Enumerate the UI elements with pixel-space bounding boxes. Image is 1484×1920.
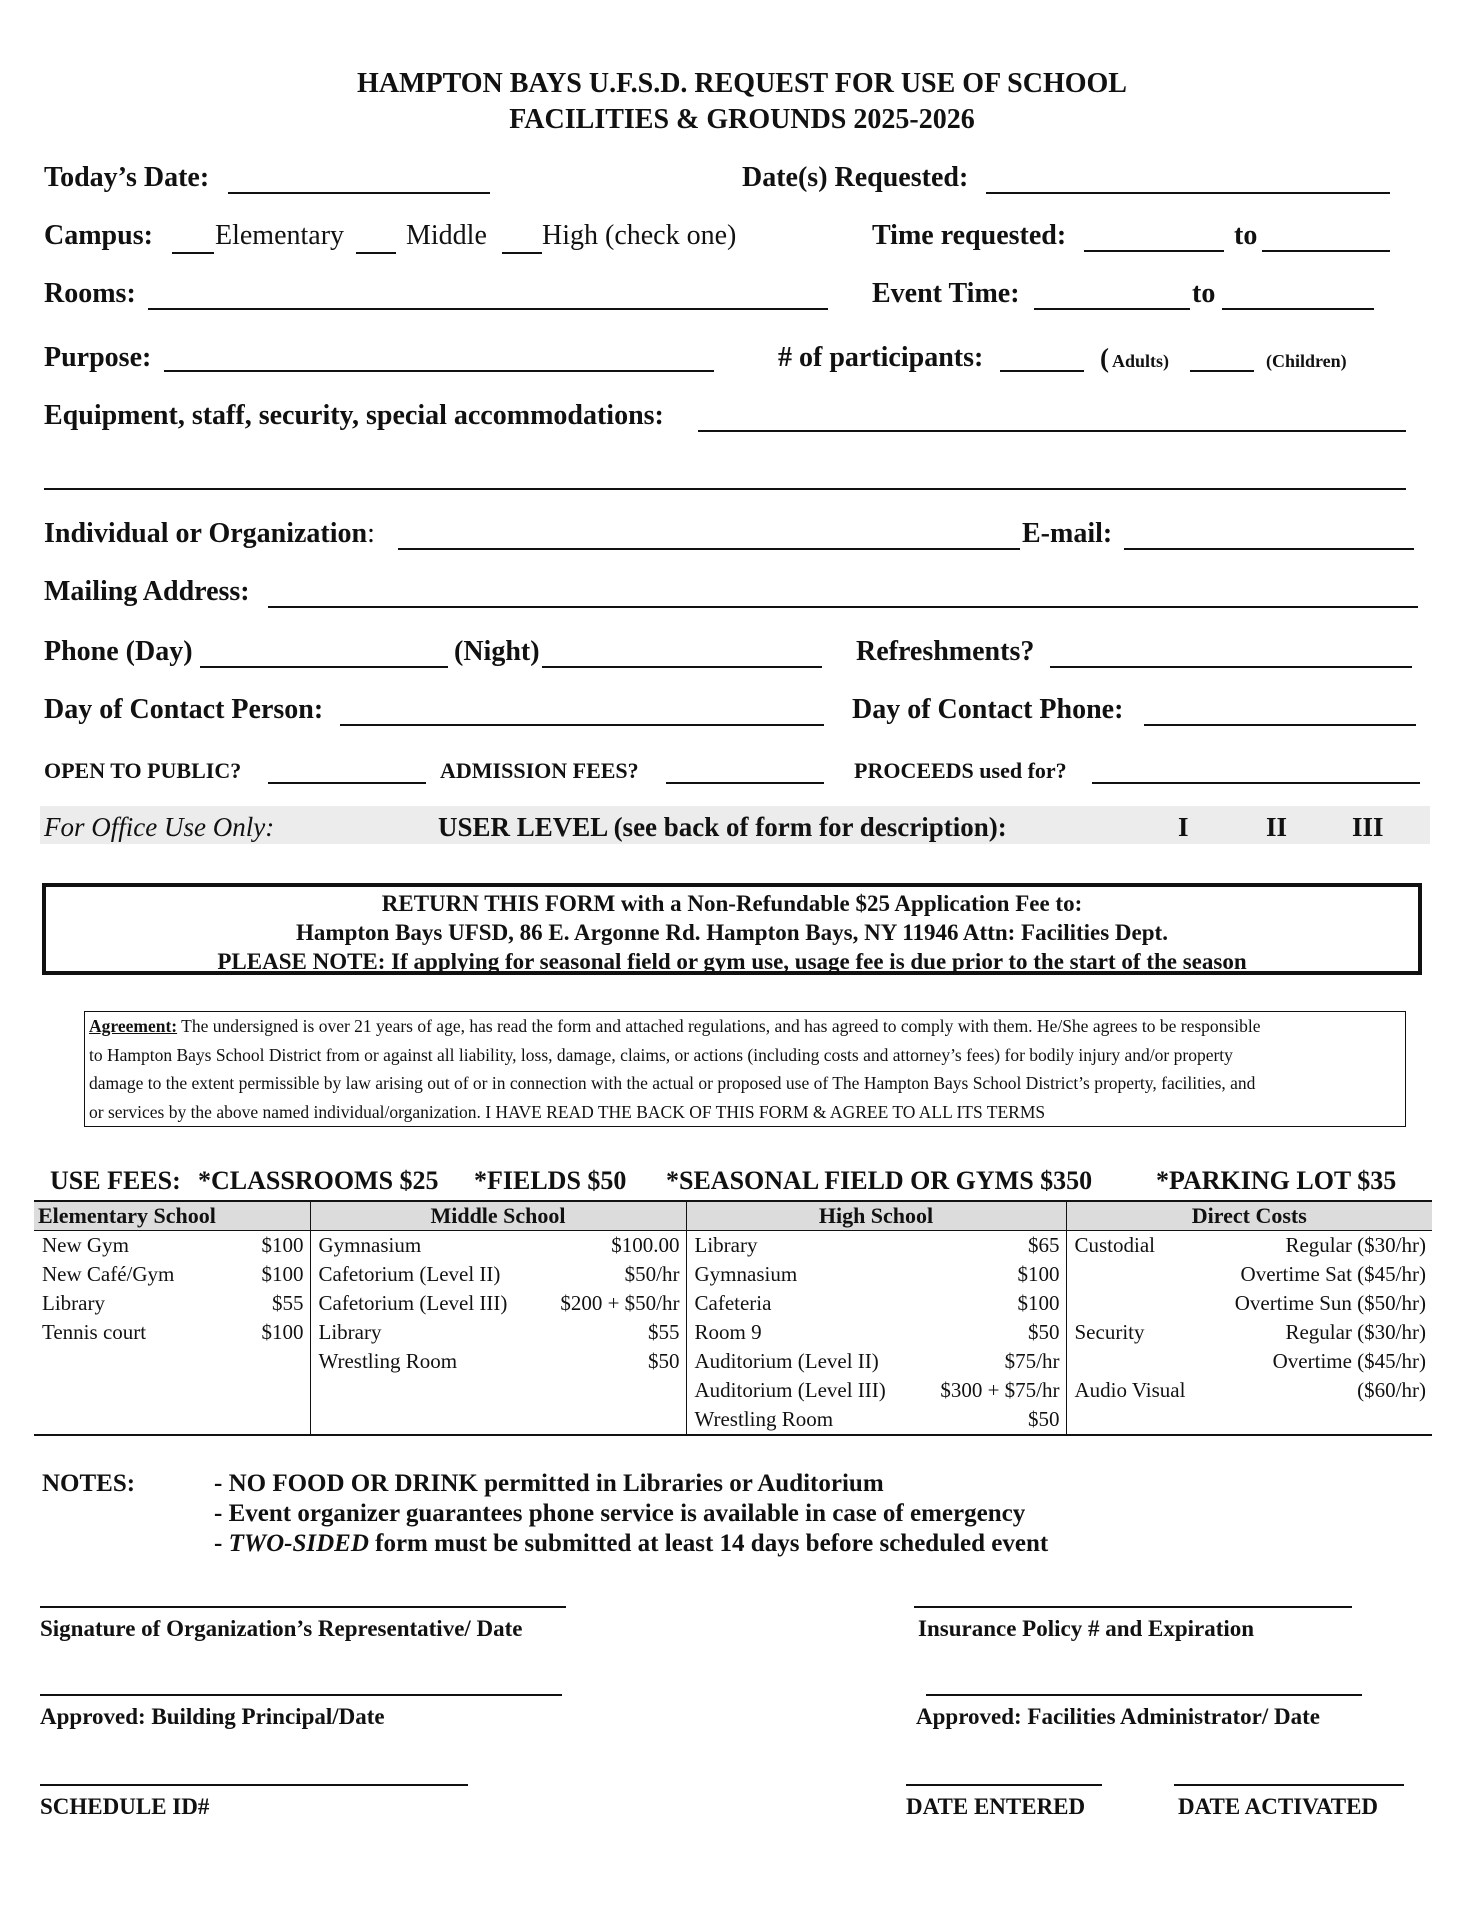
table-row: [311, 1289, 686, 1318]
table-row: [34, 1318, 310, 1347]
open-public-field[interactable]: [268, 782, 426, 784]
col-middle: Middle School: [310, 1201, 686, 1231]
time-requested-label: Time requested:: [872, 220, 1067, 251]
table-row: [1067, 1231, 1433, 1260]
form-title-line1: HAMPTON BAYS U.F.S.D. REQUEST FOR USE OF SCHOOL: [357, 68, 1127, 99]
children-label: (Children): [1266, 351, 1347, 371]
campus-elementary-check[interactable]: [172, 252, 214, 254]
item-price: $65: [1028, 1233, 1060, 1257]
event-time-from-field[interactable]: [1034, 308, 1190, 310]
item-price: $100: [261, 1320, 304, 1344]
item-price: $100: [261, 1233, 304, 1257]
fee-seasonal: *SEASONAL FIELD OR GYMS $350: [666, 1166, 1093, 1195]
form-title-line2: FACILITIES & GROUNDS 2025-2026: [509, 104, 975, 135]
individual-label: Individual or Organization: [44, 518, 368, 549]
equipment-field-line2[interactable]: [44, 488, 1406, 490]
table-row: [311, 1347, 686, 1376]
return-line1: RETURN THIS FORM with a Non-Refundable $25 Application Fee to:: [381, 891, 1083, 916]
event-time-label: Event Time:: [872, 278, 1020, 309]
email-field[interactable]: [1124, 548, 1414, 550]
user-level-i[interactable]: I: [1178, 812, 1189, 842]
individual-label-wrap: [44, 518, 375, 550]
return-form-box: [42, 883, 1422, 975]
adults-label: Adults): [1112, 351, 1170, 371]
open-public-label: OPEN TO PUBLIC?: [44, 758, 242, 783]
note-3-prefix: -: [214, 1530, 229, 1557]
dates-requested-field[interactable]: [986, 192, 1390, 194]
email-label: E-mail:: [1022, 518, 1113, 549]
table-row: [687, 1318, 1066, 1347]
item-price: $55: [272, 1291, 304, 1315]
table-row: [687, 1260, 1066, 1289]
agreement-heading: Agreement:: [89, 1016, 178, 1036]
note-3: [214, 1530, 1048, 1558]
item-price: Overtime ($45/hr): [1272, 1349, 1426, 1373]
todays-date-label: Today’s Date:: [44, 162, 210, 193]
fee-parking: *PARKING LOT $35: [1156, 1166, 1397, 1195]
campus-middle-label: Middle: [406, 220, 487, 251]
proceeds-field[interactable]: [1092, 782, 1420, 784]
item-name: Wrestling Room: [694, 1407, 834, 1431]
facilities-admin-approval-label: Approved: Facilities Administrator/ Date: [916, 1704, 1320, 1729]
note-1: - NO FOOD OR DRINK permitted in Libraries or Auditorium: [214, 1470, 884, 1497]
table-row: [687, 1376, 1066, 1405]
item-name: Cafetorium (Level III): [318, 1291, 508, 1315]
item-name: Auditorium (Level III): [694, 1378, 886, 1402]
item-name: Gymnasium: [694, 1262, 798, 1286]
contact-phone-field[interactable]: [1144, 724, 1416, 726]
individual-field[interactable]: [398, 548, 1020, 550]
table-row: [311, 1231, 686, 1260]
table-row: [311, 1318, 686, 1347]
date-entered-label: DATE ENTERED: [906, 1794, 1086, 1819]
participants-label: # of participants:: [778, 342, 984, 373]
refreshments-field[interactable]: [1050, 666, 1412, 668]
org-rep-signature-line[interactable]: [40, 1606, 566, 1608]
table-row: [34, 1260, 310, 1289]
schedule-id-label: SCHEDULE ID#: [40, 1794, 210, 1819]
fee-table: [34, 1200, 1432, 1436]
item-name: Auditorium (Level II): [694, 1349, 879, 1373]
user-level-ii[interactable]: II: [1266, 812, 1288, 842]
dates-requested-label: Date(s) Requested:: [742, 162, 969, 193]
contact-phone-label: Day of Contact Phone:: [852, 694, 1124, 725]
mailing-address-label: Mailing Address:: [44, 576, 250, 607]
individual-colon: :: [367, 518, 375, 549]
item-name: Tennis court: [42, 1320, 147, 1344]
item-name: Custodial: [1074, 1233, 1156, 1257]
equipment-label: Equipment, staff, security, special accommodations:: [44, 400, 664, 431]
event-time-to-label: to: [1192, 278, 1216, 309]
elementary-column: [34, 1231, 310, 1436]
high-column: [686, 1231, 1066, 1436]
table-row: [687, 1289, 1066, 1318]
item-name: Security: [1074, 1320, 1145, 1344]
principal-approval-label: Approved: Building Principal/Date: [40, 1704, 385, 1729]
insurance-line[interactable]: [914, 1606, 1352, 1608]
adults-paren: (: [1100, 343, 1109, 373]
date-activated-line[interactable]: [1174, 1784, 1404, 1786]
agreement-line2: to Hampton Bays School District from or against all liability, loss, damage, claims, or actions (including costs and attorney’s fees) for bodily injury and/or property: [89, 1044, 1233, 1065]
item-price: ($60/hr): [1357, 1378, 1426, 1402]
direct-costs-column: [1066, 1231, 1432, 1436]
adults-count-field[interactable]: [1000, 370, 1084, 372]
table-row: [1067, 1376, 1433, 1405]
facilities-admin-signature-line[interactable]: [926, 1694, 1362, 1696]
item-name: Library: [318, 1320, 382, 1344]
table-row: [687, 1405, 1066, 1434]
contact-person-label: Day of Contact Person:: [44, 694, 324, 725]
item-name: Library: [42, 1291, 105, 1315]
item-price: Regular ($30/hr): [1285, 1320, 1426, 1344]
time-requested-to-field[interactable]: [1262, 250, 1390, 252]
item-price: $75/hr: [1004, 1349, 1060, 1373]
item-price: $100: [261, 1262, 304, 1286]
agreement-line3: damage to the extent permissible by law arising out of or in connection with the actual or proposed use of The Hampton Bays School District’s property, facilities, and: [89, 1073, 1256, 1093]
item-price: Regular ($30/hr): [1285, 1233, 1426, 1257]
table-row: [34, 1289, 310, 1318]
office-use-label: For Office Use Only:: [44, 812, 275, 842]
date-entered-line[interactable]: [906, 1784, 1102, 1786]
item-price: $300 + $75/hr: [940, 1378, 1060, 1402]
user-level-iii[interactable]: III: [1352, 812, 1384, 842]
notes-label: NOTES:: [42, 1470, 136, 1497]
agreement-line1: The undersigned is over 21 years of age, has read the form and attached regulations, and has agreed to comply with them. He/She agrees to be responsible: [177, 1016, 1261, 1036]
item-price: Overtime Sun ($50/hr): [1234, 1291, 1426, 1315]
rooms-field[interactable]: [148, 308, 828, 310]
table-row: [34, 1231, 310, 1260]
purpose-field[interactable]: [164, 370, 714, 372]
phone-night-field[interactable]: [542, 666, 822, 668]
note-3-emphasis: TWO-SIDED: [228, 1530, 369, 1557]
fee-classrooms: *CLASSROOMS $25: [198, 1166, 439, 1195]
agreement-line4: or services by the above named individual/organization. I HAVE READ THE BACK OF THIS FORM & AGREE TO ALL ITS TERMS: [89, 1101, 1046, 1122]
campus-elementary-label: Elementary: [215, 220, 345, 251]
campus-high-label: High (check one): [542, 220, 737, 251]
time-requested-from-field[interactable]: [1084, 250, 1224, 252]
purpose-label: Purpose:: [44, 342, 152, 373]
item-name: Wrestling Room: [318, 1349, 458, 1373]
table-row: [311, 1260, 686, 1289]
time-requested-to-label: to: [1234, 220, 1258, 251]
insurance-label: Insurance Policy # and Expiration: [918, 1616, 1255, 1641]
phone-day-label: Phone (Day): [44, 636, 193, 667]
table-row: [687, 1347, 1066, 1376]
campus-high-check[interactable]: [502, 252, 542, 254]
proceeds-label: PROCEEDS used for?: [854, 758, 1067, 783]
item-price: $50/hr: [624, 1262, 680, 1286]
admission-fees-label: ADMISSION FEES?: [440, 758, 639, 783]
equipment-field[interactable]: [698, 430, 1406, 432]
item-price: $55: [648, 1320, 680, 1344]
use-fees-label: USE FEES:: [50, 1166, 181, 1195]
table-row: [687, 1231, 1066, 1260]
item-price: $200 + $50/hr: [560, 1291, 680, 1315]
note-3-rest: form must be submitted at least 14 days before scheduled event: [368, 1530, 1049, 1557]
rooms-label: Rooms:: [44, 278, 136, 309]
item-price: $50: [1028, 1407, 1060, 1431]
item-price: Overtime Sat ($45/hr): [1240, 1262, 1426, 1286]
note-2: - Event organizer guarantees phone service is available in case of emergency: [214, 1500, 1026, 1527]
fee-fields: *FIELDS $50: [474, 1166, 627, 1195]
item-name: Cafeteria: [694, 1291, 772, 1315]
item-price: $50: [648, 1349, 680, 1373]
user-level-label: USER LEVEL (see back of form for description):: [438, 812, 1007, 842]
admission-fees-field[interactable]: [666, 782, 824, 784]
col-direct: Direct Costs: [1066, 1201, 1432, 1231]
middle-column: [310, 1231, 686, 1436]
col-high: High School: [686, 1201, 1066, 1231]
col-elementary: Elementary School: [34, 1201, 310, 1231]
mailing-address-field[interactable]: [268, 606, 1418, 608]
item-name: New Gym: [42, 1233, 129, 1257]
event-time-to-field[interactable]: [1222, 308, 1374, 310]
phone-day-field[interactable]: [200, 666, 448, 668]
date-activated-label: DATE ACTIVATED: [1178, 1794, 1379, 1819]
item-price: $50: [1028, 1320, 1060, 1344]
item-name: Cafetorium (Level II): [318, 1262, 501, 1286]
org-rep-signature-label: Signature of Organization’s Representative/ Date: [40, 1616, 523, 1641]
item-name: Library: [694, 1233, 758, 1257]
table-row: [1067, 1318, 1433, 1347]
item-name: Room 9: [694, 1320, 762, 1344]
campus-label: Campus:: [44, 220, 153, 251]
phone-night-label: (Night): [454, 636, 540, 667]
todays-date-field[interactable]: [228, 192, 490, 194]
children-count-field[interactable]: [1190, 370, 1254, 372]
table-row: [1067, 1347, 1433, 1376]
principal-signature-line[interactable]: [40, 1694, 562, 1696]
item-name: Audio Visual: [1074, 1378, 1186, 1402]
campus-middle-check[interactable]: [356, 252, 396, 254]
item-price: $100.00: [611, 1233, 680, 1257]
item-price: $100: [1017, 1291, 1060, 1315]
item-name: Gymnasium: [318, 1233, 422, 1257]
refreshments-label: Refreshments?: [856, 636, 1035, 667]
table-row: [1067, 1289, 1433, 1318]
item-price: $100: [1017, 1262, 1060, 1286]
return-line2: Hampton Bays UFSD, 86 E. Argonne Rd. Hampton Bays, NY 11946 Attn: Facilities Dept.: [296, 920, 1168, 945]
schedule-id-line[interactable]: [40, 1784, 468, 1786]
contact-person-field[interactable]: [340, 724, 824, 726]
item-name: New Café/Gym: [42, 1262, 175, 1286]
return-line3: PLEASE NOTE: If applying for seasonal field or gym use, usage fee is due prior to the start of the season: [217, 949, 1247, 974]
agreement-box: [84, 1011, 1406, 1127]
table-row: [1067, 1260, 1433, 1289]
